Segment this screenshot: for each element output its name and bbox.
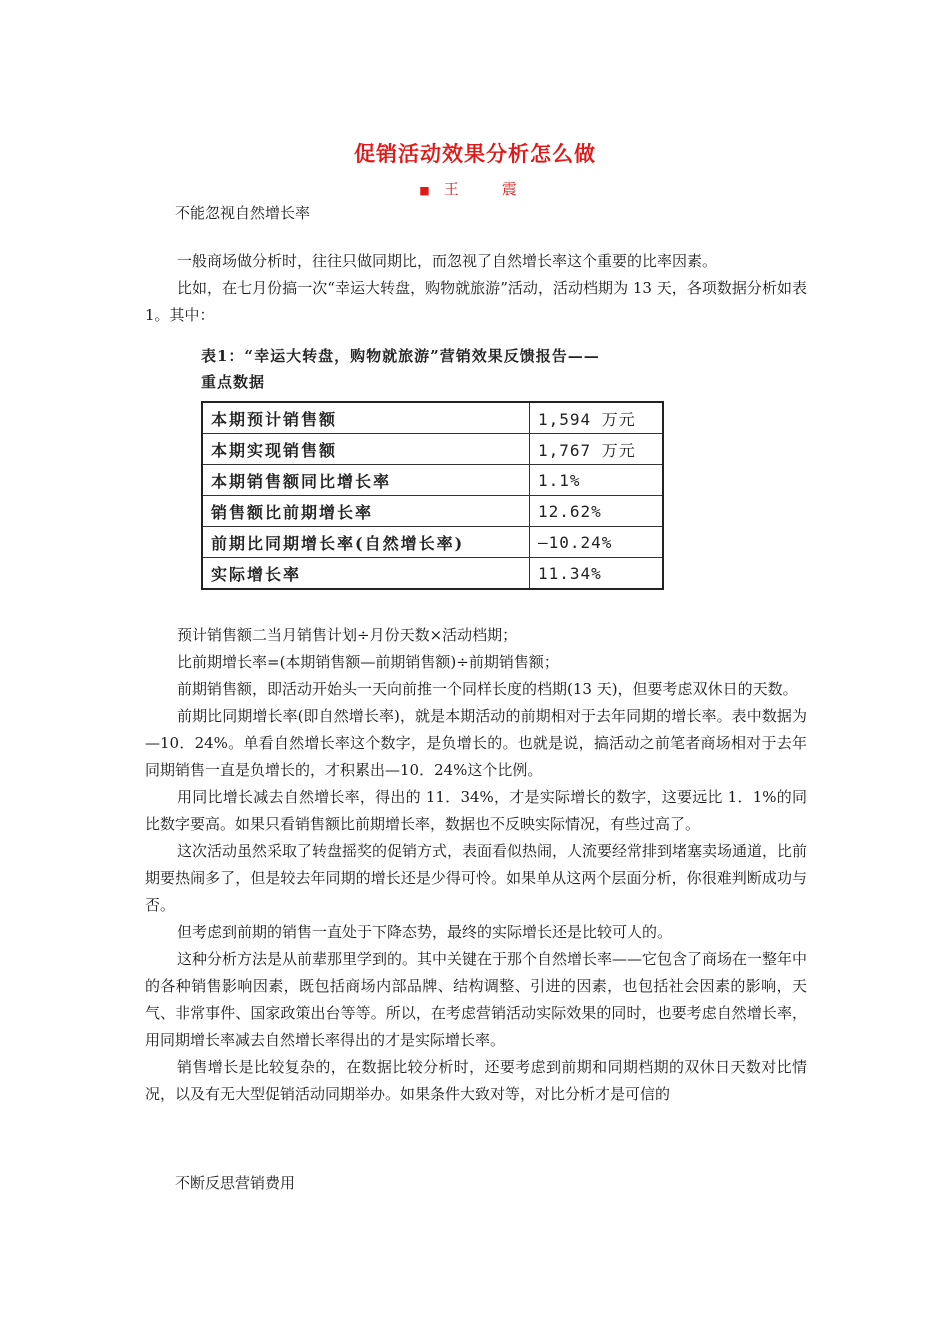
table-row — [202, 402, 663, 434]
table-row — [202, 434, 663, 465]
row-label: 前期比同期增长率(自然增长率) — [202, 527, 530, 558]
paragraph: 比如，在七月份搞一次“幸运大转盘，购物就旅游”活动，活动档期为 13 天，各项数据分析如表 1。其中： — [145, 279, 807, 324]
row-value: 1,594 万元 — [530, 402, 664, 434]
table-row — [202, 496, 663, 527]
section-heading-marketing-cost: 不断反思营销费用 — [175, 1174, 296, 1192]
table-row — [202, 465, 663, 496]
analysis-paragraphs — [145, 622, 807, 1108]
row-value: 11.34% — [530, 558, 664, 590]
square-bullet-icon: ■ — [419, 184, 430, 197]
paragraph: 销售增长是比较复杂的，在数据比较分析时，还要考虑到前期和同期档期的双休日天数对比情况，以及有无大型促销活动同期举办。如果条件大致对等，对比分析才是可信的 — [145, 1058, 807, 1103]
row-value: 12.62% — [530, 496, 664, 527]
table-caption: 表1：“幸运大转盘，购物就旅游”营销效果反馈报告—— — [201, 347, 600, 365]
table-caption-sub: 重点数据 — [201, 373, 266, 391]
article-title: 促销活动效果分析怎么做 — [354, 141, 596, 166]
paragraph: 这次活动虽然采取了转盘摇奖的促销方式，表面看似热闹，人流要经常排到堵塞卖场通道，比前期要热闹多了，但是较去年同期的增长还是少得可怜。如果单从这两个层面分析，你很难判断成功与否。 — [145, 842, 808, 914]
author-name: 王 震 — [443, 180, 531, 198]
paragraph: 预计销售额二当月销售计划÷月份天数×活动档期； — [177, 626, 518, 644]
row-label: 本期销售额同比增长率 — [202, 465, 530, 496]
intro-paragraphs — [145, 248, 807, 329]
key-data-table — [201, 401, 664, 590]
row-label: 实际增长率 — [202, 558, 530, 590]
row-label: 销售额比前期增长率 — [202, 496, 530, 527]
author-line — [0, 178, 950, 199]
paragraph: 用同比增长减去自然增长率，得出的 11．34%，才是实际增长的数字，这要远比 1．1%的同比数字要高。如果只看销售额比前期增长率，数据也不反映实际情况，有些过高了。 — [145, 788, 807, 833]
row-value: 1,767 万元 — [530, 434, 664, 465]
paragraph: 但考虑到前期的销售一直处于下降态势，最终的实际增长还是比较可人的。 — [177, 923, 673, 941]
paragraph: 前期比同期增长率(即自然增长率)，就是本期活动的前期相对于去年同期的增长率。表中数据为—10．24%。单看自然增长率这个数字，是负增长的。也就是说，搞活动之前笔者商场相对于去年同期销售一直是负增长的，才积累出—10．24%这个比例。 — [145, 707, 807, 779]
paragraph: 前期销售额，即活动开始头一天向前推一个同样长度的档期(13 天)，但要考虑双休日的天数。 — [177, 680, 798, 698]
row-value: 1.1% — [530, 465, 664, 496]
row-label: 本期实现销售额 — [202, 434, 530, 465]
data-table-figure — [201, 343, 671, 590]
paragraph: 比前期增长率=(本期销售额—前期销售额)÷前期销售额； — [177, 653, 559, 671]
row-label: 本期预计销售额 — [202, 402, 530, 434]
paragraph: 这种分析方法是从前辈那里学到的。其中关键在于那个自然增长率——它包含了商场在一整年中的各种销售影响因素，既包括商场内部品牌、结构调整、引进的因素，也包括社会因素的影响，天气、非常事件、国家政策出台等等。所以，在考虑营销活动实际效果的同时，也要考虑自然增长率，用同期增长率减去自然增长率得出的才是实际增长率。 — [145, 950, 808, 1049]
section-heading-natural-growth: 不能忽视自然增长率 — [175, 204, 311, 222]
paragraph: 一般商场做分析时，往往只做同期比，而忽视了自然增长率这个重要的比率因素。 — [177, 252, 718, 270]
table-row — [202, 558, 663, 590]
table-row — [202, 527, 663, 558]
row-value: —10.24% — [530, 527, 664, 558]
